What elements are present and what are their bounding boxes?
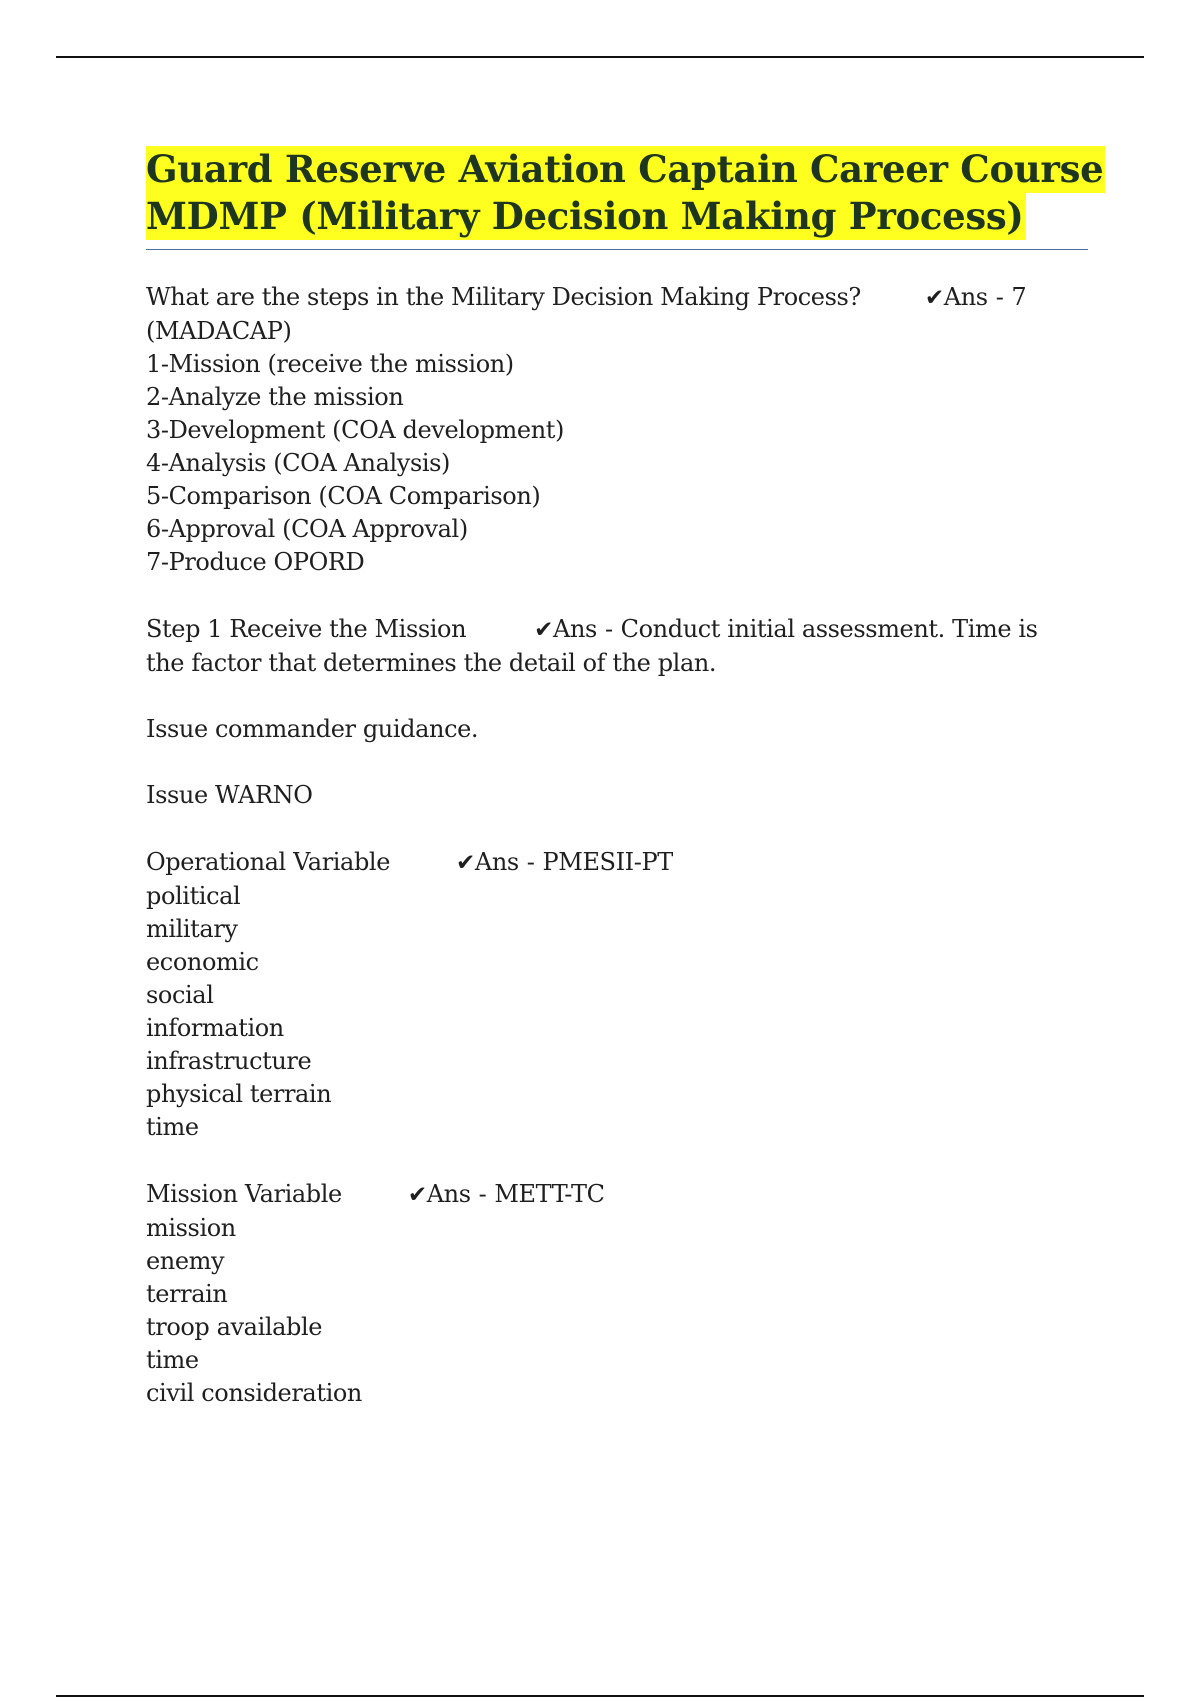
answer-label: Ans: [943, 283, 988, 311]
list-item: mission: [146, 1214, 236, 1242]
list-item: political: [146, 882, 241, 910]
list-item: 5-Comparison (COA Comparison): [146, 482, 541, 510]
title-underline-rule: [146, 249, 1088, 250]
answer-label: Ans: [426, 1180, 471, 1208]
answer-label: Ans: [474, 848, 519, 876]
qa-content: [146, 281, 1086, 1444]
answer-continuation: (MADACAP): [146, 317, 292, 345]
title-line-1: Guard Reserve Aviation Captain Career Course: [146, 147, 1104, 191]
list-item: 6-Approval (COA Approval): [146, 515, 468, 543]
list-item: 4-Analysis (COA Analysis): [146, 449, 451, 477]
answer-text: METT-TC: [494, 1180, 605, 1208]
list-item: enemy: [146, 1247, 225, 1275]
list-item: 2-Analyze the mission: [146, 383, 404, 411]
question-text: Step 1 Receive the Mission: [146, 615, 467, 643]
answer-dash: -: [526, 848, 535, 876]
list-item: 1-Mission (receive the mission): [146, 350, 514, 378]
page-bottom-rule: [56, 1695, 1144, 1697]
qa-item-operational-variable: [146, 846, 1086, 1144]
list-item: 7-Produce OPORD: [146, 548, 365, 576]
list-item: time: [146, 1113, 199, 1141]
question-line: [146, 1178, 1086, 1212]
qa-item-steps: [146, 281, 1086, 579]
question-line: [146, 281, 1086, 315]
list-item: terrain: [146, 1280, 228, 1308]
list-item: troop available: [146, 1313, 323, 1341]
list-item: information: [146, 1014, 284, 1042]
answer-paragraph: Issue commander guidance.: [146, 715, 479, 743]
checkmark-icon: ✔: [407, 1182, 427, 1208]
list-item: infrastructure: [146, 1047, 312, 1075]
question-line: [146, 846, 1086, 880]
document-title: [146, 146, 1104, 240]
question-text: What are the steps in the Military Decision Making Process?: [146, 283, 861, 311]
answer-continuation: the factor that determines the detail of the plan.: [146, 649, 717, 677]
answer-text: Conduct initial assessment. Time is: [620, 615, 1038, 643]
question-text: Mission Variable: [146, 1180, 342, 1208]
qa-item-mission-variable: [146, 1178, 1086, 1410]
page-top-rule: [56, 56, 1144, 58]
list-item: physical terrain: [146, 1080, 332, 1108]
answer-text: PMESII-PT: [542, 848, 673, 876]
checkmark-icon: ✔: [534, 617, 554, 643]
title-line-2: MDMP (Military Decision Making Process): [146, 194, 1024, 238]
list-item: 3-Development (COA development): [146, 416, 564, 444]
answer-dash: -: [995, 283, 1004, 311]
list-item: military: [146, 915, 238, 943]
answer-text: 7: [1011, 283, 1027, 311]
qa-item-receive-mission: [146, 613, 1086, 812]
answer-paragraph: Issue WARNO: [146, 781, 313, 809]
checkmark-icon: ✔: [456, 850, 475, 876]
question-line: [146, 613, 1086, 647]
list-item: social: [146, 981, 214, 1009]
answer-dash: -: [478, 1180, 487, 1208]
list-item: economic: [146, 948, 259, 976]
list-item: civil consideration: [146, 1379, 362, 1407]
answer-label: Ans: [553, 615, 597, 643]
question-text: Operational Variable: [146, 848, 391, 876]
list-item: time: [146, 1346, 199, 1374]
checkmark-icon: ✔: [924, 285, 944, 311]
answer-dash: -: [604, 615, 613, 643]
